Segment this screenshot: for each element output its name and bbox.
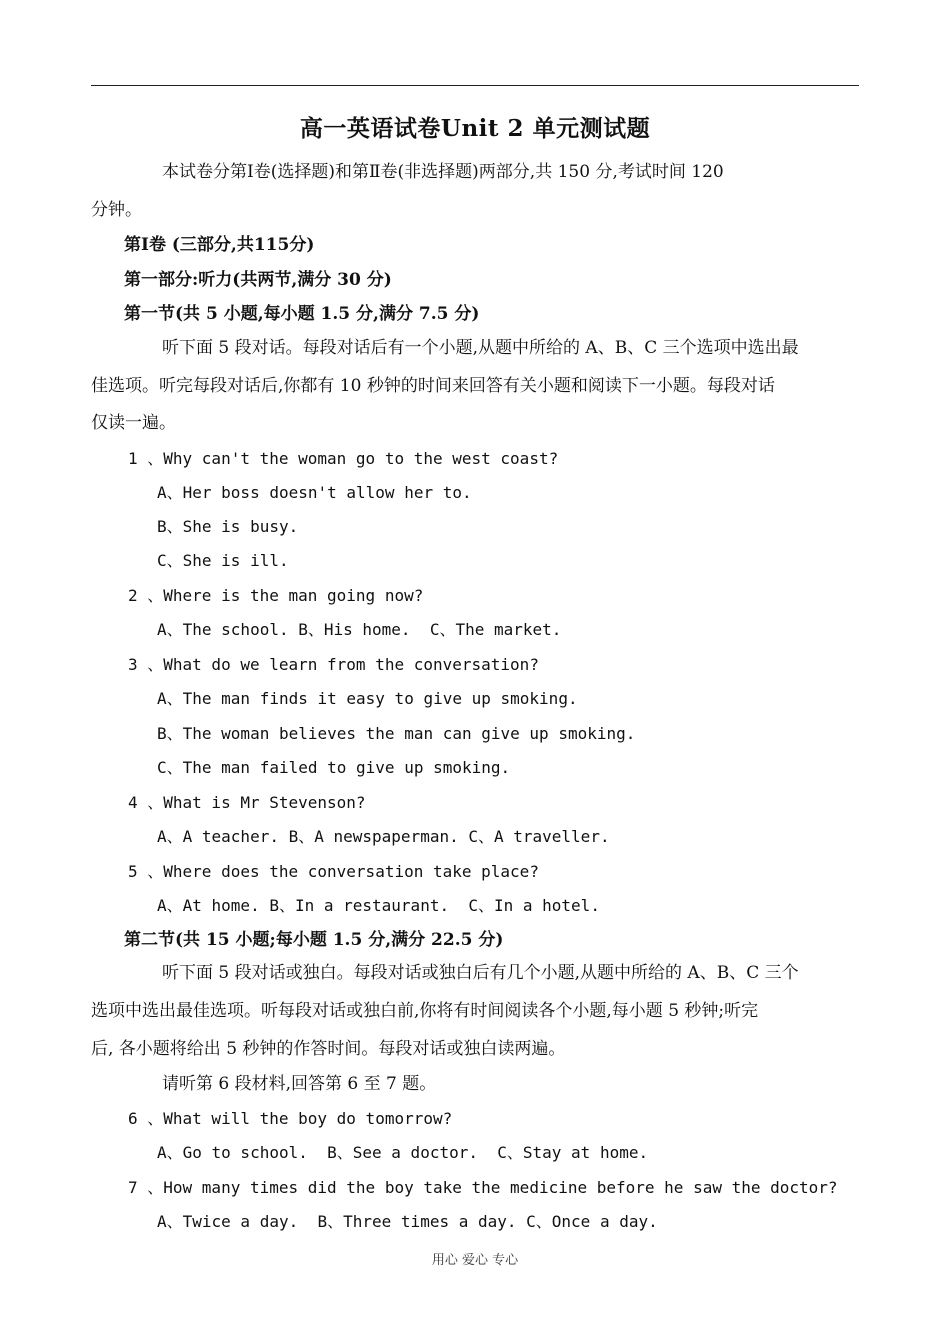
section-2-instructions-line-2: 选项中选出最佳选项。听每段对话或独白前,你将有时间阅读各个小题,每小题 5 秒钟;听完 (91, 1001, 759, 1021)
page-footer: 用心 爱心 专心 (431, 1253, 519, 1268)
section-1-instructions-line-2: 佳选项。听完每段对话后,你都有 10 秒钟的时间来回答有关小题和阅读下一小题。每段对话 (91, 376, 775, 396)
question-3-option-c: C、The man failed to give up smoking. (157, 758, 511, 777)
header-rule (91, 85, 859, 86)
question-6: 6 、What will the boy do tomorrow? (128, 1109, 453, 1128)
section-2-instructions-line-1: 听下面 5 段对话或独白。每段对话或独白后有几个小题,从题中所给的 A、B、C 三个 (162, 963, 799, 983)
question-7: 7 、How many times did the boy take the medicine before he saw the doctor? (128, 1178, 838, 1197)
material-note: 请听第 6 段材料,回答第 6 至 7 题。 (162, 1074, 437, 1094)
section-1-instructions-line-3: 仅读一遍。 (91, 413, 176, 433)
question-1-option-a: A、Her boss doesn't allow her to. (157, 483, 472, 502)
intro-line-1: 本试卷分第Ⅰ卷(选择题)和第Ⅱ卷(非选择题)两部分,共 150 分,考试时间 120 (162, 162, 724, 182)
question-1-option-b: B、She is busy. (157, 517, 299, 536)
question-6-options: A、Go to school. B、See a doctor. C、Stay at home. (157, 1143, 649, 1162)
question-5: 5 、Where does the conversation take place? (128, 862, 539, 881)
question-4-options: A、A teacher. B、A newspaperman. C、A traveller. (157, 827, 610, 846)
question-2-options: A、The school. B、His home. C、The market. (157, 620, 562, 639)
question-3-option-b: B、The woman believes the man can give up smoking. (157, 724, 636, 743)
heading-volume-1: 第Ⅰ卷 (三部分,共115分) (124, 235, 315, 255)
page-title: 高一英语试卷Unit 2 单元测试题 (299, 115, 651, 142)
intro-line-2: 分钟。 (91, 200, 142, 220)
heading-section-1: 第一节(共 5 小题,每小题 1.5 分,满分 7.5 分) (124, 304, 480, 324)
section-2-instructions-line-3: 后, 各小题将给出 5 秒钟的作答时间。每段对话或独白读两遍。 (91, 1039, 566, 1059)
question-3-option-a: A、The man finds it easy to give up smoking. (157, 689, 578, 708)
question-3: 3 、What do we learn from the conversation? (128, 655, 539, 674)
question-4: 4 、What is Mr Stevenson? (128, 793, 366, 812)
question-1: 1 、Why can't the woman go to the west coast? (128, 449, 559, 468)
question-1-option-c: C、She is ill. (157, 551, 289, 570)
question-7-options: A、Twice a day. B、Three times a day. C、Once a day. (157, 1212, 658, 1231)
heading-section-2: 第二节(共 15 小题;每小题 1.5 分,满分 22.5 分) (124, 930, 504, 950)
question-2: 2 、Where is the man going now? (128, 586, 424, 605)
question-5-options: A、At home. B、In a restaurant. C、In a hotel. (157, 896, 600, 915)
heading-part-1: 第一部分:听力(共两节,满分 30 分) (124, 270, 392, 290)
section-1-instructions-line-1: 听下面 5 段对话。每段对话后有一个小题,从题中所给的 A、B、C 三个选项中选出最 (162, 338, 799, 358)
